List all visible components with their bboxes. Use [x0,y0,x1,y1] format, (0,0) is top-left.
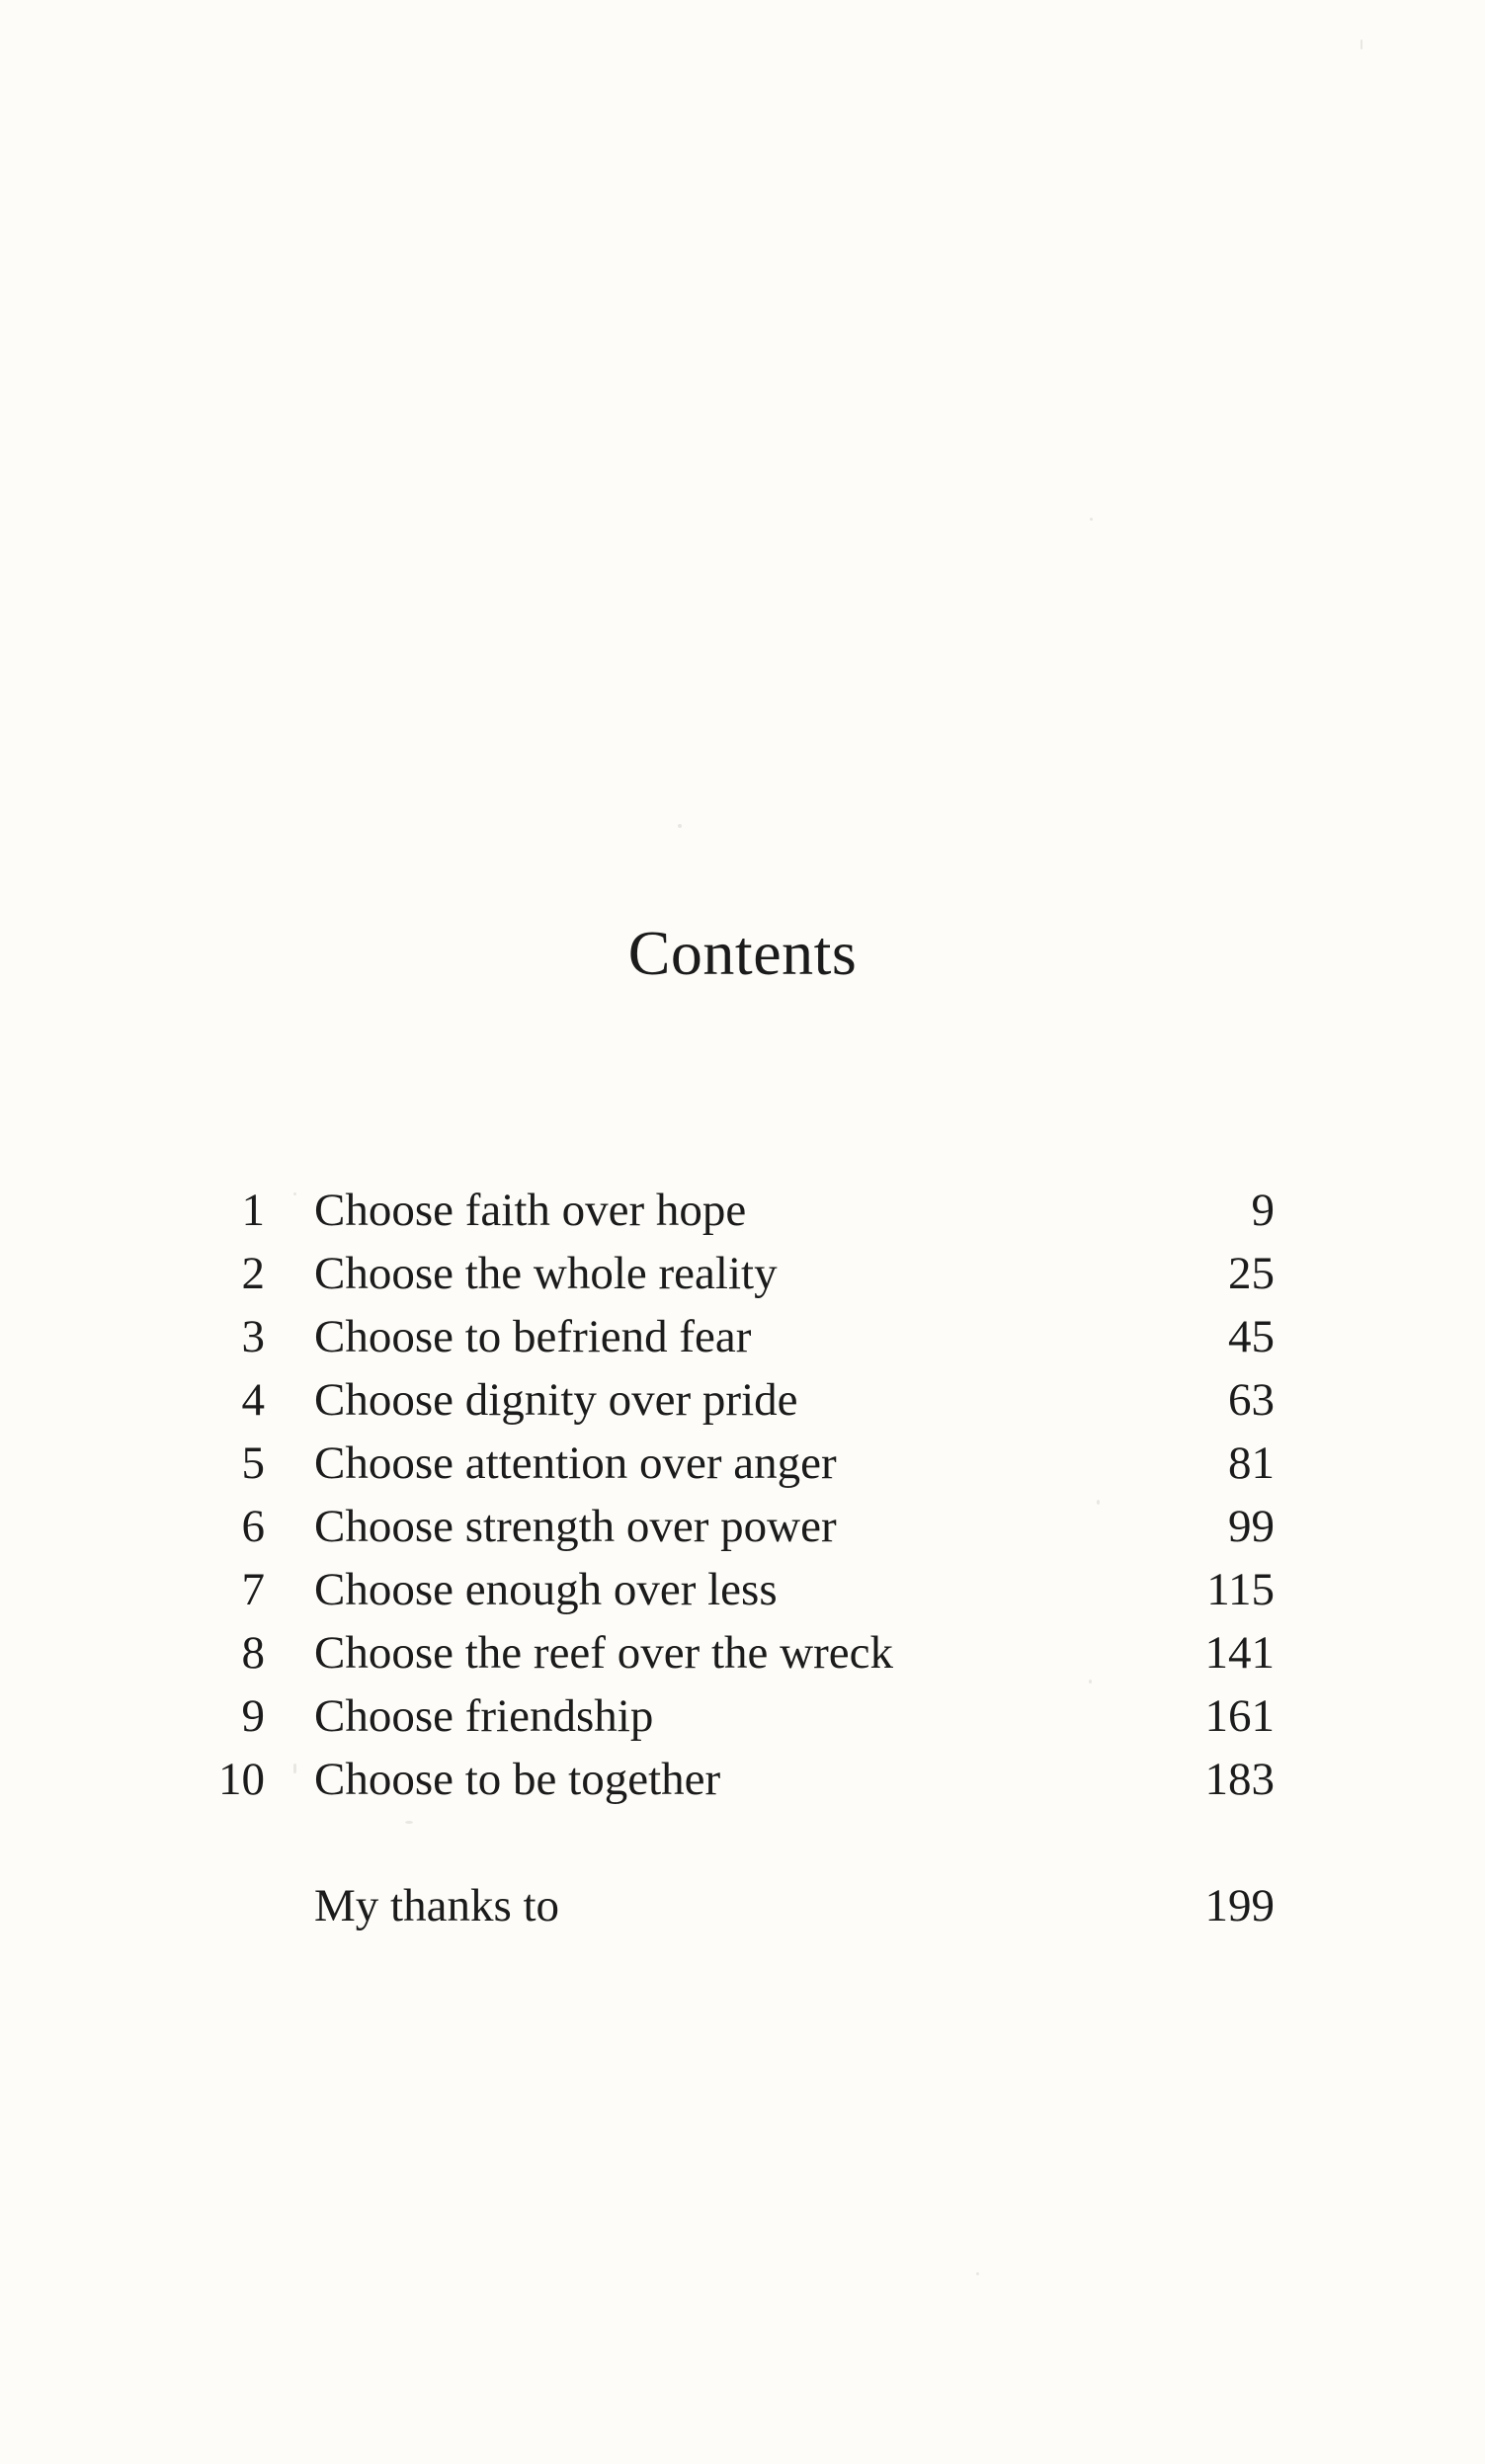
chapter-title: Choose friendship [314,1690,654,1742]
chapter-title: Choose attention over anger [314,1437,837,1489]
toc-entry [0,1242,1485,1305]
toc-entry [0,1432,1485,1495]
chapter-title: Choose dignity over pride [314,1374,798,1426]
page-number: 199 [1204,1880,1275,1931]
toc-entry [0,1684,1485,1748]
page-number: 81 [1228,1437,1275,1489]
paper-speck [1361,40,1362,49]
thanks-title: My thanks to [314,1880,560,1931]
page-number: 63 [1228,1374,1275,1426]
table-of-contents [0,1179,1485,1811]
chapter-number: 6 [241,1501,265,1552]
chapter-number: 7 [241,1564,265,1615]
page-number: 115 [1206,1564,1275,1615]
page-number: 183 [1204,1754,1275,1805]
page-number: 9 [1251,1185,1275,1236]
paper-speck [678,824,682,828]
toc-entry [0,1621,1485,1684]
toc-entry [0,1748,1485,1811]
paper-speck [293,1764,296,1773]
chapter-title: Choose to befriend fear [314,1311,752,1362]
toc-entry [0,1558,1485,1621]
toc-entry [0,1368,1485,1432]
toc-entry [0,1179,1485,1242]
chapter-title: Choose to be together [314,1754,721,1805]
chapter-title: Choose the whole reality [314,1248,778,1299]
paper-speck [1097,1500,1100,1505]
chapter-number: 9 [241,1690,265,1742]
chapter-number: 8 [241,1627,265,1679]
toc-entry [0,1495,1485,1558]
chapter-number: 10 [218,1754,265,1805]
chapter-number: 1 [241,1185,265,1236]
chapter-title: Choose faith over hope [314,1185,747,1236]
paper-speck [293,1192,296,1195]
page-number: 45 [1228,1311,1275,1362]
chapter-title: Choose enough over less [314,1564,778,1615]
chapter-number: 2 [241,1248,265,1299]
toc-entry-thanks [0,1874,1485,1937]
chapter-number: 5 [241,1437,265,1489]
chapter-number: 4 [241,1374,265,1426]
page-number: 25 [1228,1248,1275,1299]
chapter-title: Choose strength over power [314,1501,837,1552]
paper-speck [1089,1680,1092,1684]
page-number: 99 [1228,1501,1275,1552]
page-number: 141 [1204,1627,1275,1679]
chapter-title: Choose the reef over the wreck [314,1627,893,1679]
chapter-number: 3 [241,1311,265,1362]
paper-speck [976,2272,979,2275]
toc-entry [0,1305,1485,1368]
paper-speck [405,1821,413,1824]
page-title: Contents [627,918,858,988]
page-number: 161 [1204,1690,1275,1742]
paper-speck [1090,518,1093,521]
